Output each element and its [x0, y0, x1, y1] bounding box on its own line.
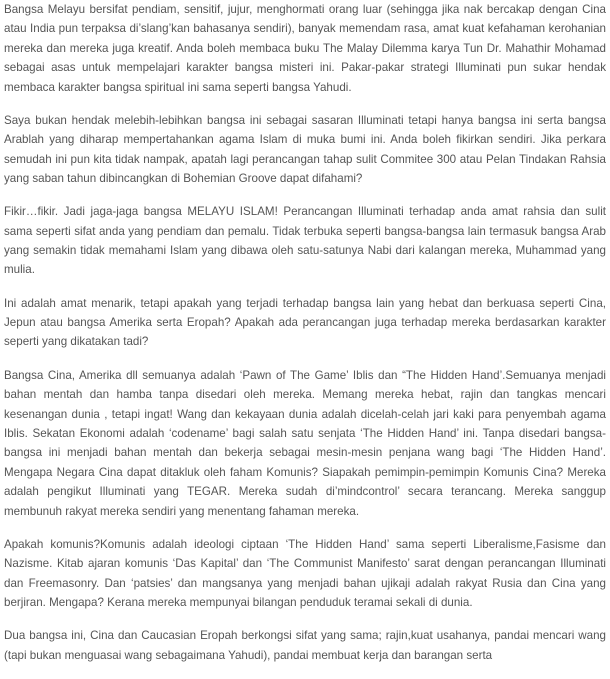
paragraph-pawn-of-the-game: Bangsa Cina, Amerika dll semuanya adalah ‘Pawn of The Game’ Iblis dan “The Hidden Hand’.Semuanya menjadi bahan mentah dan hamba tanpa disedari oleh mereka. Memang mereka hebat, rajin dan tangkas mencari kesenangan dunia , tetapi ingat! Wang dan kekayaan dunia adalah dicelah-celah jari kaki para penyembah agama Iblis. Sekatan Ekonomi adalah ‘codename’ bagi salah satu senjata ‘The Hidden Hand’ ini. Tanpa disedari bangsa-bangsa ini menjadi bahan mentah dan bekerja sebagai mesin-mesin penjana wang bagi ‘The Hidden Hand’. Mengapa Negara Cina dapat ditakluk oleh faham Komunis? Siapakah pemimpin-pemimpin Komunis Cina? Mereka adalah pengikut Illuminati yang TEGAR. Mereka sudah di’mindcontrol’ secara terancang. Mereka sanggup membunuh rakyat mereka sendiri yang menentang fahaman mereka.: [4, 368, 606, 518]
paragraph-other-nations-question: Ini adalah amat menarik, tetapi apakah yang terjadi terhadap bangsa lain yang hebat dan berkuasa seperti Cina, Jepun atau bangsa Amerika serta Eropah? Apakah ada perancangan juga terhadap mereka berdasarkan karakter seperti yang dikatakan tadi?: [4, 296, 606, 349]
paragraph-communism: Apakah komunis?Komunis adalah ideologi ciptaan ‘The Hidden Hand’ sama seperti Liberalisme,Fasisme dan Nazisme. Kitab ajaran komunis ‘Das Kapital’ dan ‘The Communist Manifesto’ sarat dengan perancangan Illuminati dan Freemasonry. Dan ‘patsies’ dan mangsanya yang menjadi bahan ujikaji adalah rakyat Rusia dan Cina yang berjiran. Mengapa? Kerana mereka mempunyai bilangan penduduk teramai sekali di dunia.: [4, 537, 606, 609]
paragraph-target-of-illuminati: Saya bukan hendak melebih-lebihkan bangsa ini sebagai sasaran Illuminati tetapi hanya bangsa ini serta bangsa Arablah yang diharap mempertahankan agama Islam di muka bumi ini. Anda boleh fikirkan sendiri. Jika perkara semudah ini pun kita tidak nampak, apatah lagi perancangan tahap sulit Commitee 300 atau Pelan Tindakan Rahsia yang saban tahun dibincangkan di Bohemian Groove dapat difahami?: [4, 113, 606, 186]
article-body: [4, 0, 606, 679]
paragraph-warning-malay-islam: Fikir…fikir. Jadi jaga-jaga bangsa MELAYU ISLAM! Perancangan Illuminati terhadap anda amat rahsia dan sulit sama seperti sifat anda yang pendiam dan pemalu. Tidak terbuka seperti bangsa-bangsa lain termasuk bangsa Arab yang semakin tidak memahami Islam yang dibawa oleh satu-satunya Nabi dari kalangan mereka, Muhammad yang mulia.: [4, 205, 606, 277]
paragraph-two-nations: Dua bangsa ini, Cina dan Caucasian Eropah berkongsi sifat yang sama; rajin,kuat usahanya, pandai mencari wang (tapi bukan menguasai wang sebagaimana Yahudi), pandai membuat kerja dan barangan serta: [4, 629, 606, 662]
paragraph-malay-character: Bangsa Melayu bersifat pendiam, sensitif, jujur, menghormati orang luar (sehingga jika nak bercakap dengan Cina atau India pun terpaksa di’slang’kan bahasanya sendiri), banyak memendam rasa, amat kuat kefahaman kerohanian mereka dan mereka juga kreatif. Anda boleh membaca buku The Malay Dilemma karya Tun Dr. Mahathir Mohamad sebagai asas untuk mempelajari karakter bangsa misteri ini. Pakar-pakar strategi Illuminati pun sukar hendak membaca karakter bangsa spiritual ini sama seperti bangsa Yahudi.: [4, 3, 606, 94]
